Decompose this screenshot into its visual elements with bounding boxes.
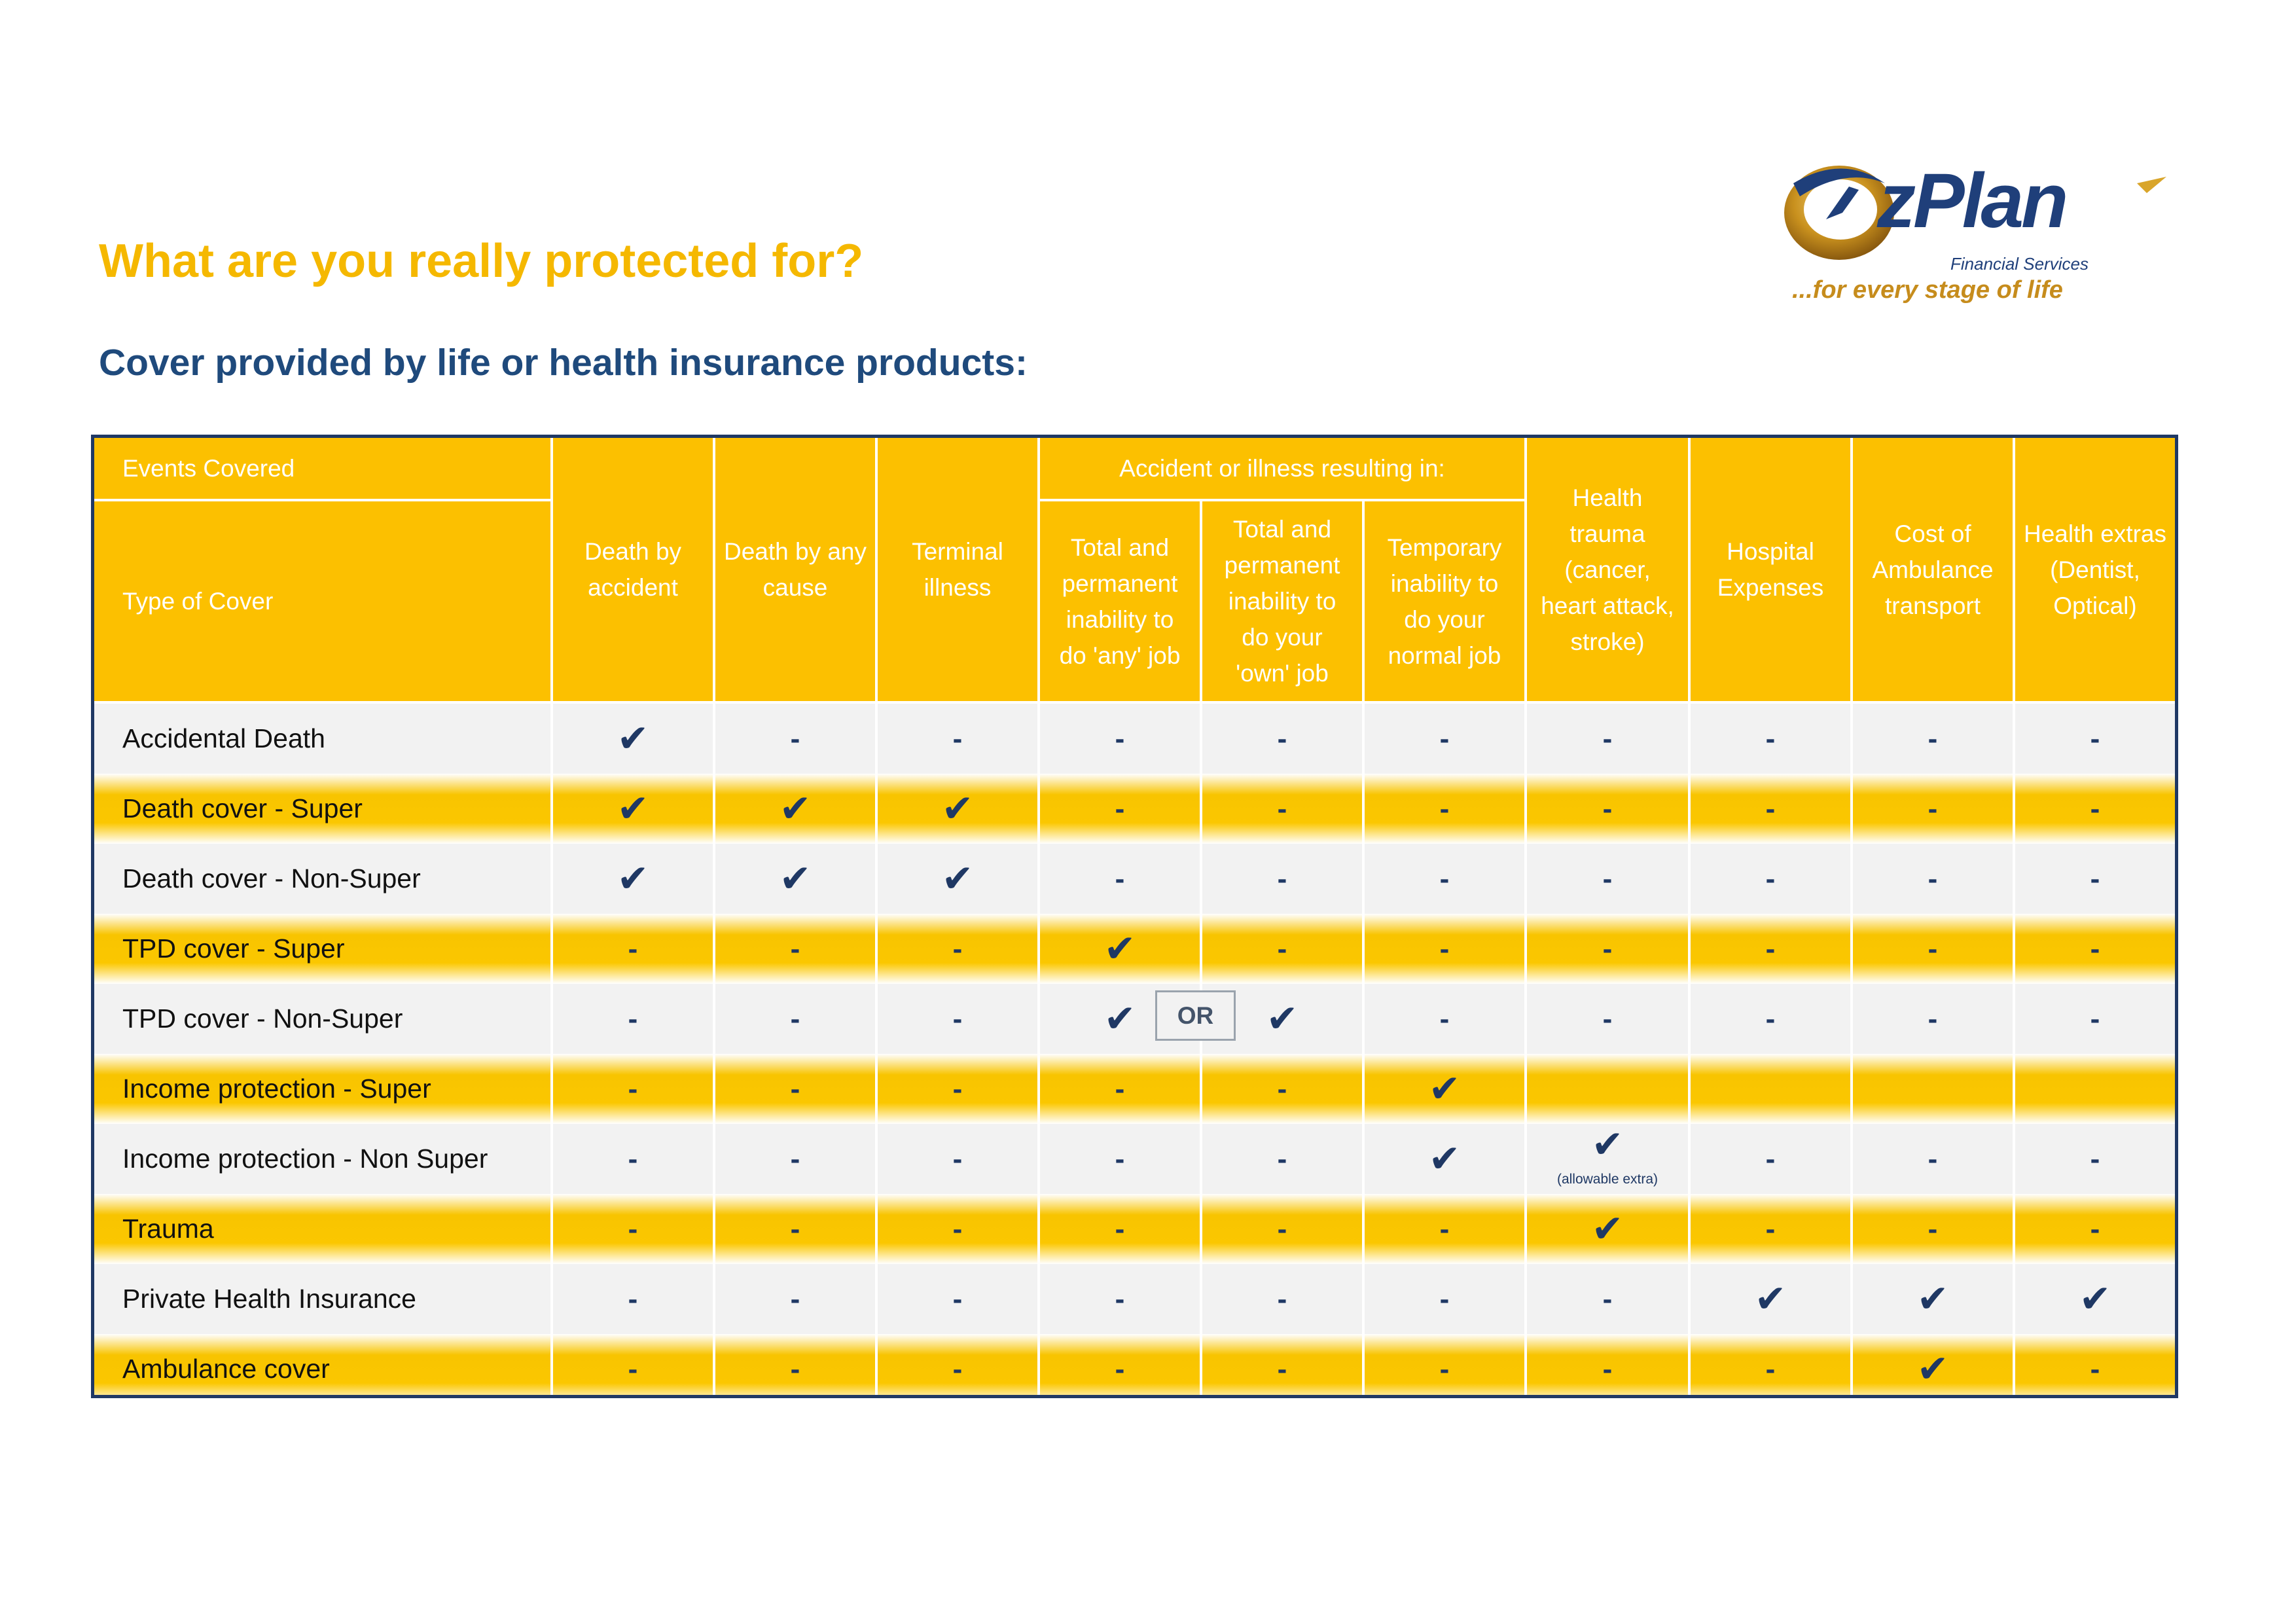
table-cell <box>1524 914 1688 984</box>
type-of-cover-header: Type of Cover <box>94 501 550 704</box>
table-cell <box>1688 704 1850 774</box>
table-cell <box>1688 1124 1850 1194</box>
check-icon: ✔ <box>1428 1067 1461 1110</box>
dash-mark: - <box>628 1002 638 1035</box>
table-cell <box>550 1124 713 1194</box>
table-cell <box>1688 844 1850 914</box>
table-cell <box>1200 1124 1362 1194</box>
row-label: TPD cover - Non-Super <box>94 984 550 1054</box>
logo-subtitle: Financial Services <box>1950 254 2089 274</box>
table-cell <box>1037 1054 1200 1124</box>
dash-mark: - <box>1115 1282 1125 1315</box>
dash-mark: - <box>1115 1352 1125 1385</box>
table-cell <box>1200 914 1362 984</box>
dash-mark: - <box>1602 862 1613 895</box>
dash-mark: - <box>628 1142 638 1175</box>
check-icon: ✔ <box>779 857 812 900</box>
check-icon: ✔ <box>617 857 649 900</box>
dash-mark: - <box>1439 722 1450 755</box>
table-cell <box>1850 1194 2013 1264</box>
row-label: TPD cover - Super <box>94 914 550 984</box>
table-cell <box>713 704 875 774</box>
logo-wordmark: zPlan <box>1877 158 2066 244</box>
dash-mark: - <box>1602 932 1613 965</box>
dash-mark: - <box>2090 722 2100 755</box>
check-icon: ✔ <box>1428 1137 1461 1180</box>
dash-mark: - <box>628 1282 638 1315</box>
table-cell <box>2013 774 2175 844</box>
table-cell <box>875 1054 1037 1124</box>
row-label: Ambulance cover <box>94 1334 550 1398</box>
dash-mark: - <box>1765 1212 1776 1245</box>
table-cell <box>2013 984 2175 1054</box>
table-cell <box>713 1334 875 1398</box>
dash-mark: - <box>1439 862 1450 895</box>
dash-mark: - <box>2090 932 2100 965</box>
cover-table-grid <box>94 438 2175 1395</box>
page-title: What are you really protected for? <box>99 235 864 287</box>
dash-mark: - <box>2090 1142 2100 1175</box>
dash-mark: - <box>790 1142 800 1175</box>
dash-mark: - <box>628 1072 638 1105</box>
check-icon: ✔ <box>1754 1277 1787 1320</box>
table-cell <box>1524 1264 1688 1334</box>
table-cell <box>713 1054 875 1124</box>
dash-mark: - <box>952 1002 963 1035</box>
table-cell <box>875 774 1037 844</box>
dash-mark: - <box>790 1352 800 1385</box>
dash-mark: - <box>1928 1002 1938 1035</box>
dash-mark: - <box>1928 722 1938 755</box>
dash-mark: - <box>1439 792 1450 825</box>
dash-mark: - <box>1602 792 1613 825</box>
table-cell <box>1037 1194 1200 1264</box>
dash-mark: - <box>952 722 963 755</box>
table-cell <box>1850 1124 2013 1194</box>
row-label: Income protection - Super <box>94 1054 550 1124</box>
table-cell <box>1688 984 1850 1054</box>
dash-mark: - <box>952 1142 963 1175</box>
table-cell <box>1524 774 1688 844</box>
dash-mark: - <box>1765 862 1776 895</box>
table-cell <box>550 914 713 984</box>
dash-mark: - <box>1602 1352 1613 1385</box>
group-header: Accident or illness resulting in: <box>1037 438 1524 501</box>
table-cell <box>1524 1054 1688 1124</box>
dash-mark: - <box>2090 1212 2100 1245</box>
table-cell <box>875 1264 1037 1334</box>
dash-mark: - <box>1928 932 1938 965</box>
table-cell <box>1362 1054 1524 1124</box>
table-cell <box>1850 844 2013 914</box>
table-cell <box>550 704 713 774</box>
table-cell <box>1688 1194 1850 1264</box>
dash-mark: - <box>1928 1212 1938 1245</box>
table-cell <box>550 844 713 914</box>
dash-mark: - <box>790 1002 800 1035</box>
check-icon: ✔ <box>1103 927 1136 970</box>
dash-mark: - <box>790 1282 800 1315</box>
table-cell <box>1362 1124 1524 1194</box>
table-cell <box>1037 704 1200 774</box>
dash-mark: - <box>790 1072 800 1105</box>
table-cell <box>1362 1194 1524 1264</box>
table-cell <box>1037 844 1200 914</box>
table-cell <box>713 1124 875 1194</box>
dash-mark: - <box>1115 1212 1125 1245</box>
dash-mark: - <box>2090 1352 2100 1385</box>
dash-mark: - <box>1115 792 1125 825</box>
table-cell <box>550 1264 713 1334</box>
column-header: Health extras (Dentist, Optical) <box>2013 438 2175 704</box>
dash-mark: - <box>1928 1142 1938 1175</box>
table-cell <box>1200 1264 1362 1334</box>
table-cell <box>1200 704 1362 774</box>
check-icon: ✔ <box>779 787 812 830</box>
check-icon: ✔ <box>941 787 974 830</box>
dash-mark: - <box>1277 722 1287 755</box>
table-cell <box>1850 774 2013 844</box>
table-cell <box>1037 1124 1200 1194</box>
dash-mark: - <box>952 1072 963 1105</box>
table-cell <box>1362 984 1524 1054</box>
table-cell <box>1688 1054 1850 1124</box>
table-cell <box>1850 984 2013 1054</box>
check-icon: ✔ <box>941 857 974 900</box>
table-cell <box>2013 704 2175 774</box>
dash-mark: - <box>1602 1002 1613 1035</box>
table-cell <box>1037 1334 1200 1398</box>
column-header: Terminal illness <box>875 438 1037 704</box>
dash-mark: - <box>952 1352 963 1385</box>
dash-mark: - <box>1115 1072 1125 1105</box>
logo-tagline: ...for every stage of life <box>1792 276 2063 304</box>
ozplan-logo <box>1780 157 2186 314</box>
check-icon: ✔ <box>2079 1277 2111 1320</box>
column-header: Cost of Ambulance transport <box>1850 438 2013 704</box>
row-label: Trauma <box>94 1194 550 1264</box>
table-cell <box>1524 704 1688 774</box>
dash-mark: - <box>952 1282 963 1315</box>
table-cell <box>1200 844 1362 914</box>
dash-mark: - <box>1439 1282 1450 1315</box>
dash-mark: - <box>1439 932 1450 965</box>
check-icon: ✔ <box>1591 1123 1624 1166</box>
column-header: Total and permanent inability to do your 'own' job <box>1200 501 1362 704</box>
table-cell <box>875 1334 1037 1398</box>
table-cell <box>1850 1334 2013 1398</box>
table-cell <box>550 984 713 1054</box>
table-cell <box>1362 1334 1524 1398</box>
table-cell <box>1850 704 2013 774</box>
column-header: Total and permanent inability to do 'any' job <box>1037 501 1200 704</box>
row-label: Accidental Death <box>94 704 550 774</box>
table-cell <box>1688 1334 1850 1398</box>
dash-mark: - <box>1277 792 1287 825</box>
table-cell <box>550 1194 713 1264</box>
table-cell <box>1200 774 1362 844</box>
dash-mark: - <box>1439 1352 1450 1385</box>
dash-mark: - <box>628 932 638 965</box>
dash-mark: - <box>1115 722 1125 755</box>
cover-table <box>91 435 2178 1398</box>
table-cell <box>1037 914 1200 984</box>
row-label: Death cover - Non-Super <box>94 844 550 914</box>
check-icon: ✔ <box>617 787 649 830</box>
dash-mark: - <box>2090 1002 2100 1035</box>
table-cell <box>1362 1264 1524 1334</box>
table-cell <box>1362 704 1524 774</box>
table-cell <box>1200 1194 1362 1264</box>
dash-mark: - <box>1277 1352 1287 1385</box>
table-cell <box>1850 914 2013 984</box>
table-cell <box>1524 1334 1688 1398</box>
table-cell <box>1524 1194 1688 1264</box>
dash-mark: - <box>1928 792 1938 825</box>
dash-mark: - <box>790 722 800 755</box>
dash-mark: - <box>1277 1142 1287 1175</box>
column-header: Hospital Expenses <box>1688 438 1850 704</box>
table-cell <box>713 1194 875 1264</box>
table-cell <box>713 914 875 984</box>
dash-mark: - <box>1439 1212 1450 1245</box>
dash-mark: - <box>1277 862 1287 895</box>
dash-mark: - <box>1115 1142 1125 1175</box>
dash-mark: - <box>790 1212 800 1245</box>
row-label: Private Health Insurance <box>94 1264 550 1334</box>
table-cell <box>713 1264 875 1334</box>
table-cell <box>875 844 1037 914</box>
dash-mark: - <box>790 932 800 965</box>
table-cell <box>550 1334 713 1398</box>
table-cell <box>875 914 1037 984</box>
row-label: Income protection - Non Super <box>94 1124 550 1194</box>
dash-mark: - <box>1765 1352 1776 1385</box>
dash-mark: - <box>628 1212 638 1245</box>
dash-mark: - <box>1602 1282 1613 1315</box>
table-cell <box>550 774 713 844</box>
or-badge: OR <box>1155 990 1236 1041</box>
table-cell <box>713 984 875 1054</box>
table-cell <box>1037 774 1200 844</box>
check-icon: ✔ <box>1266 997 1299 1040</box>
table-cell <box>550 1054 713 1124</box>
cell-note: (allowable extra) <box>1556 1172 1659 1187</box>
page-subtitle: Cover provided by life or health insurance products: <box>99 342 1028 384</box>
table-cell <box>1850 1264 2013 1334</box>
dash-mark: - <box>1277 1072 1287 1105</box>
table-cell <box>713 774 875 844</box>
table-cell <box>2013 1054 2175 1124</box>
table-cell <box>2013 1334 2175 1398</box>
dash-mark: - <box>1765 1002 1776 1035</box>
dash-mark: - <box>628 1352 638 1385</box>
row-label: Death cover - Super <box>94 774 550 844</box>
table-cell <box>1688 914 1850 984</box>
dash-mark: - <box>952 932 963 965</box>
dash-mark: - <box>952 1212 963 1245</box>
dash-mark: - <box>1115 862 1125 895</box>
dash-mark: - <box>1439 1002 1450 1035</box>
dash-mark: - <box>1765 932 1776 965</box>
table-cell <box>2013 844 2175 914</box>
dash-mark: - <box>1277 1282 1287 1315</box>
column-header: Temporary inability to do your normal job <box>1362 501 1524 704</box>
table-cell <box>1524 844 1688 914</box>
check-icon: ✔ <box>1591 1207 1624 1250</box>
table-cell <box>1524 984 1688 1054</box>
table-cell <box>2013 914 2175 984</box>
table-cell <box>1362 844 1524 914</box>
table-cell <box>2013 1194 2175 1264</box>
table-cell <box>875 984 1037 1054</box>
table-cell <box>713 844 875 914</box>
table-cell <box>2013 1124 2175 1194</box>
table-cell <box>1524 1124 1688 1194</box>
dash-mark: - <box>1765 792 1776 825</box>
table-cell <box>875 704 1037 774</box>
events-covered-header: Events Covered <box>94 438 550 501</box>
dash-mark: - <box>1928 862 1938 895</box>
table-cell <box>1200 1334 1362 1398</box>
table-cell <box>875 1194 1037 1264</box>
dash-mark: - <box>1602 722 1613 755</box>
column-header: Health trauma (cancer, heart attack, stroke) <box>1524 438 1688 704</box>
dash-mark: - <box>2090 792 2100 825</box>
dash-mark: - <box>1277 932 1287 965</box>
check-icon: ✔ <box>1103 997 1136 1040</box>
dash-mark: - <box>1765 1142 1776 1175</box>
table-cell <box>1688 1264 1850 1334</box>
column-header: Death by any cause <box>713 438 875 704</box>
table-cell <box>1037 1264 1200 1334</box>
column-header: Death by accident <box>550 438 713 704</box>
table-cell <box>1362 914 1524 984</box>
table-cell <box>2013 1264 2175 1334</box>
table-cell <box>1200 1054 1362 1124</box>
check-icon: ✔ <box>1916 1347 1949 1390</box>
check-icon: ✔ <box>1916 1277 1949 1320</box>
dash-mark: - <box>1765 722 1776 755</box>
table-cell <box>1688 774 1850 844</box>
table-cell <box>1362 774 1524 844</box>
table-cell <box>875 1124 1037 1194</box>
dash-mark: - <box>1277 1212 1287 1245</box>
table-cell <box>1850 1054 2013 1124</box>
check-icon: ✔ <box>617 717 649 760</box>
dash-mark: - <box>2090 862 2100 895</box>
